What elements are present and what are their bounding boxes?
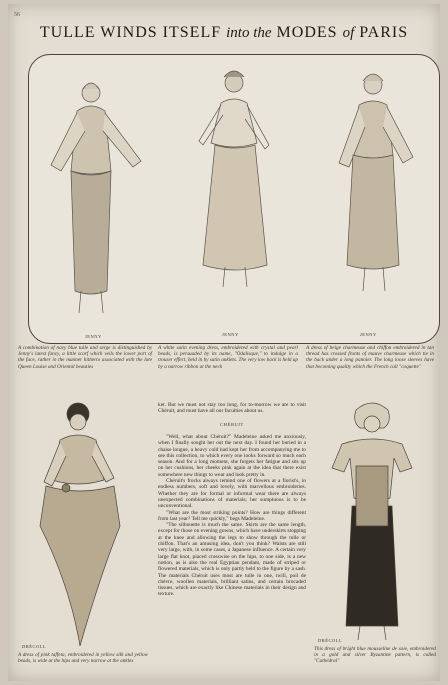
magazine-page [8, 4, 440, 681]
plate-caption-3: A dress of beige charmeuse and chiffon embroidered in tan thread has crossed fronts of mauve charmeuse which tie in the back under a long pannier. The long loose sleeves have that becoming quality which the French call "coquette" [306, 345, 434, 370]
section-heading-cheruit: CHÉRUIT [220, 422, 244, 427]
headline-part-1: TULLE WINDS ITSELF [39, 24, 222, 41]
figure-jenny-3 [339, 74, 413, 291]
figure-label-2: JENNY [222, 332, 239, 337]
caption-drecoll-left: A dress of pink taffeta, embroidered in yellow silk and yellow beads, is wide at the hips and very narrow at the ankles [18, 652, 148, 665]
headline-part-3: MODES [276, 24, 338, 41]
figure-label-drecoll-left: DRÉCOLL [22, 644, 47, 649]
illustration-drecoll-left [16, 396, 146, 646]
fashion-plate [28, 54, 440, 344]
headline-part-4: of [342, 25, 355, 41]
article-paragraph: Chéruit's frocks always remind one of flowers at a florist's, in endless numbers, soft and lovely, with marvellous embroideries. Whether they are for formal or informal wear there are always unexpected combinations of materials; her sumptuous is to be unconventional. [158, 478, 306, 510]
headline-part-2: into the [226, 25, 272, 41]
plate-caption-2: A white satin evening dress, embroidered with crystal and pearl beads, is persuaded by its name, "Odalisque," to indulge in a trouser effect, held in by satin anklets. The very low back is held up by a narrow ribbon at the neck [158, 345, 298, 370]
plate-caption-1: A combination of navy blue tulle and serge is distinguished by Jenny's latest fancy, a little scarf which veils the lower part of the face, rather in the manner hitherto associated with the late Queen Louise and Oriental beauties [18, 345, 152, 370]
figure-label-drecoll-right: DRÉCOLL [318, 638, 343, 643]
figure-label-3: JENNY [360, 332, 377, 337]
fashion-plate-illustration [29, 55, 439, 343]
article-body [158, 434, 306, 680]
lead-paragraph: ket. But we must not stay too long, for to-morrow we are to visit Chéruit, and must have all our faculties about us. [158, 402, 306, 415]
article-paragraph: "What are the most striking points? How are things different from last year? Tell me quickly," begs Madeleine. [158, 509, 306, 522]
article-paragraph: "The silhouette is much the same. Skirts are the same length, except for those on evening gowns, which have underskirts stopping at the knee and allowing the legs to show through the tulle or chiffon. That's an amusing idea, don't you think? Waists are still very large, with, in some cases, a Japanese influence. A certain very large flat knot, placed crosswise on the hips, to one side, is a new notion, as is also the real Egyptian pendant, made of striped or flowered materials, which is only partly held to the figure by a sash. The materials Chéruit uses most are tulle in one, twill, poil de chèvre, woollen materials, brilliant satins, and certain brocaded tissues, which are exactly like Chinese materials in their design and texture. [158, 522, 306, 598]
illustration-drecoll-right [312, 396, 434, 644]
headline-part-5: PARIS [359, 24, 409, 41]
page-number: 56 [14, 12, 20, 18]
figure-jenny-2 [199, 71, 269, 287]
figure-jenny-1 [51, 83, 141, 313]
article-paragraph: "Well, what about Chéruit?" Madeleine asked me anxiously, when I finally sought her out the next day. I found her buried in a chaise longue, a heavy cold had kept her from accompanying me to see this collection, to which every one looks forward so much each season. And for a long moment, she forgets her fatigue and sits up on her cushions, her cheeks pink again at the idea that there exist somewhere new things to wear and look pretty in. [158, 434, 306, 478]
page-headline [8, 24, 440, 42]
figure-label-1: JENNY [85, 334, 102, 339]
caption-drecoll-right: This dress of bright blue mousseline de soie, embroidered in a gold and silver Byzantine pattern, is called "Cathédral" [314, 646, 436, 665]
